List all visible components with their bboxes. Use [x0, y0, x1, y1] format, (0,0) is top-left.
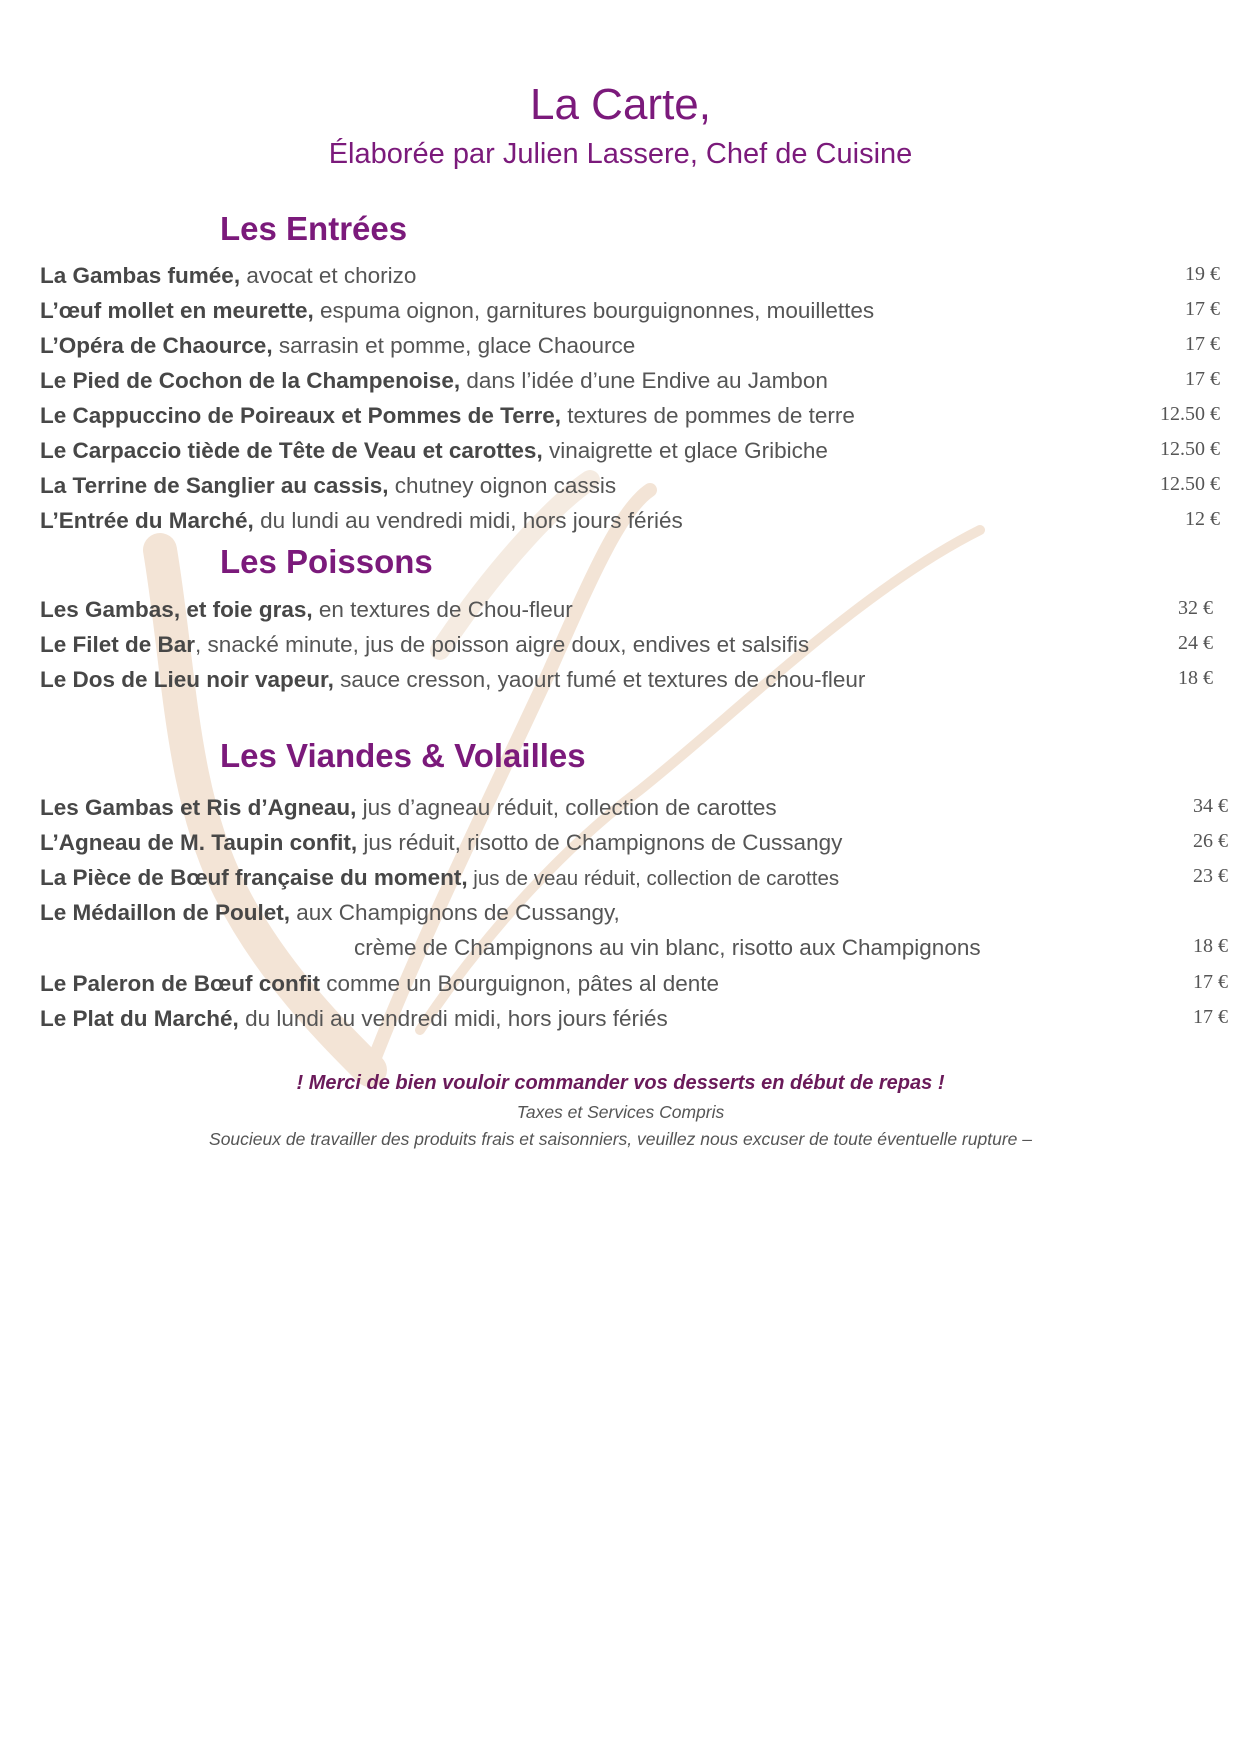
menu-item: [40, 473, 1220, 505]
section-title-poissons: Les Poissons: [220, 543, 433, 580]
dish-description: avocat et chorizo: [240, 263, 417, 288]
page-title: La Carte,: [530, 80, 711, 129]
dish-name: Le Dos de Lieu noir vapeur,: [40, 667, 334, 692]
dish-description: jus de veau réduit, collection de carottes: [467, 867, 840, 890]
dish-price: 12.50 €: [1160, 438, 1220, 460]
dish-description: en textures de Chou-fleur: [312, 597, 573, 622]
menu-item: [40, 298, 1220, 330]
section-title-viandes-volailles: Les Viandes & Volailles: [220, 737, 586, 774]
menu-item: [40, 333, 1220, 365]
dish-name: Le Pied de Cochon de la Champenoise,: [40, 368, 461, 393]
dish-name: Le Médaillon de Poulet,: [40, 900, 291, 925]
dish-name: Les Gambas, et foie gras,: [40, 597, 313, 622]
dish-description: dans l’idée d’une Endive au Jambon: [460, 368, 828, 393]
menu-item: [40, 971, 1228, 1003]
dish-description: comme un Bourguignon, pâtes al dente: [320, 971, 720, 996]
dish-price: 24 €: [1178, 632, 1213, 654]
menu-item: [40, 667, 1220, 699]
dish-price: 18 €: [1178, 667, 1213, 689]
dish-price: 17 €: [1185, 333, 1220, 355]
dish-price: 26 €: [1193, 830, 1228, 852]
dish-price: 12.50 €: [1160, 403, 1220, 425]
dish-name: L’œuf mollet en meurette,: [40, 298, 314, 323]
dish-name: L’Entrée du Marché,: [40, 508, 254, 533]
dish-description: espuma oignon, garnitures bourguignonnes, mouillettes: [313, 298, 875, 323]
dish-price: 17 €: [1193, 1006, 1228, 1028]
dish-description: du lundi au vendredi midi, hors jours fériés: [253, 508, 683, 533]
dish-name: L’Agneau de M. Taupin confit,: [40, 830, 358, 855]
dish-description: chutney oignon cassis: [388, 473, 617, 498]
dish-name: Le Plat du Marché,: [40, 1006, 239, 1031]
dish-price: 23 €: [1193, 865, 1228, 887]
dish-price: 34 €: [1193, 795, 1228, 817]
dessert-note: ! Merci de bien vouloir commander vos desserts en début de repas !: [296, 1072, 945, 1094]
dish-description: aux Champignons de Cussangy,: [290, 900, 620, 925]
menu-item: [40, 1006, 1228, 1038]
dish-description: jus réduit, risotto de Champignons de Cussangy: [357, 830, 843, 855]
dish-name: La Terrine de Sanglier au cassis,: [40, 473, 389, 498]
dish-name: La Pièce de Bœuf française du moment,: [40, 865, 468, 890]
dish-price: 12.50 €: [1160, 473, 1220, 495]
dish-description: sauce cresson, yaourt fumé et textures de chou-fleur: [333, 667, 866, 692]
dish-name: Les Gambas et Ris d’Agneau,: [40, 795, 357, 820]
menu-item: [40, 632, 1220, 664]
menu-item: [40, 368, 1220, 400]
dish-name: La Gambas fumée,: [40, 263, 241, 288]
menu-item: [40, 865, 1228, 897]
dish-price: 19 €: [1185, 263, 1220, 285]
section-title-entrees: Les Entrées: [220, 210, 408, 247]
dish-price: 17 €: [1185, 298, 1220, 320]
dish-price: 32 €: [1178, 597, 1213, 619]
dish-description: jus d’agneau réduit, collection de carottes: [356, 795, 777, 820]
page-subtitle: Élaborée par Julien Lassere, Chef de Cuisine: [328, 138, 913, 170]
disclaimer-note: Soucieux de travailler des produits frais et saisonniers, veuillez nous excuser de toute éventuelle rupture –: [209, 1129, 1032, 1149]
menu-item: [40, 900, 1220, 932]
dish-name: Le Cappuccino de Poireaux et Pommes de Terre,: [40, 403, 561, 428]
dish-name: L’Opéra de Chaource,: [40, 333, 273, 358]
dish-description: textures de pommes de terre: [561, 403, 855, 428]
menu-item: [40, 597, 1220, 629]
menu-item: [40, 830, 1228, 862]
dish-name: Le Filet de Bar: [40, 632, 196, 657]
dish-price: 17 €: [1193, 971, 1228, 993]
dish-price: 12 €: [1185, 508, 1220, 530]
taxes-note: Taxes et Services Compris: [516, 1102, 725, 1122]
menu-item-continuation: [40, 935, 1228, 967]
menu-item: [40, 438, 1220, 470]
dish-description: sarrasin et pomme, glace Chaource: [272, 333, 636, 358]
dish-name: Le Carpaccio tiède de Tête de Veau et carottes,: [40, 438, 543, 463]
dish-price: 17 €: [1185, 368, 1220, 390]
dish-description: vinaigrette et glace Gribiche: [542, 438, 828, 463]
menu-item: [40, 263, 1220, 295]
menu-item: [40, 508, 1220, 540]
dish-description: du lundi au vendredi midi, hors jours fériés: [238, 1006, 668, 1031]
dish-description: , snacké minute, jus de poisson aigre doux, endives et salsifis: [195, 632, 810, 657]
menu-item: [40, 795, 1228, 827]
dish-price: 18 €: [1193, 935, 1228, 957]
dish-description: crème de Champignons au vin blanc, risotto aux Champignons: [354, 935, 981, 960]
menu-item: [40, 403, 1220, 435]
dish-name: Le Paleron de Bœuf confit: [40, 971, 321, 996]
